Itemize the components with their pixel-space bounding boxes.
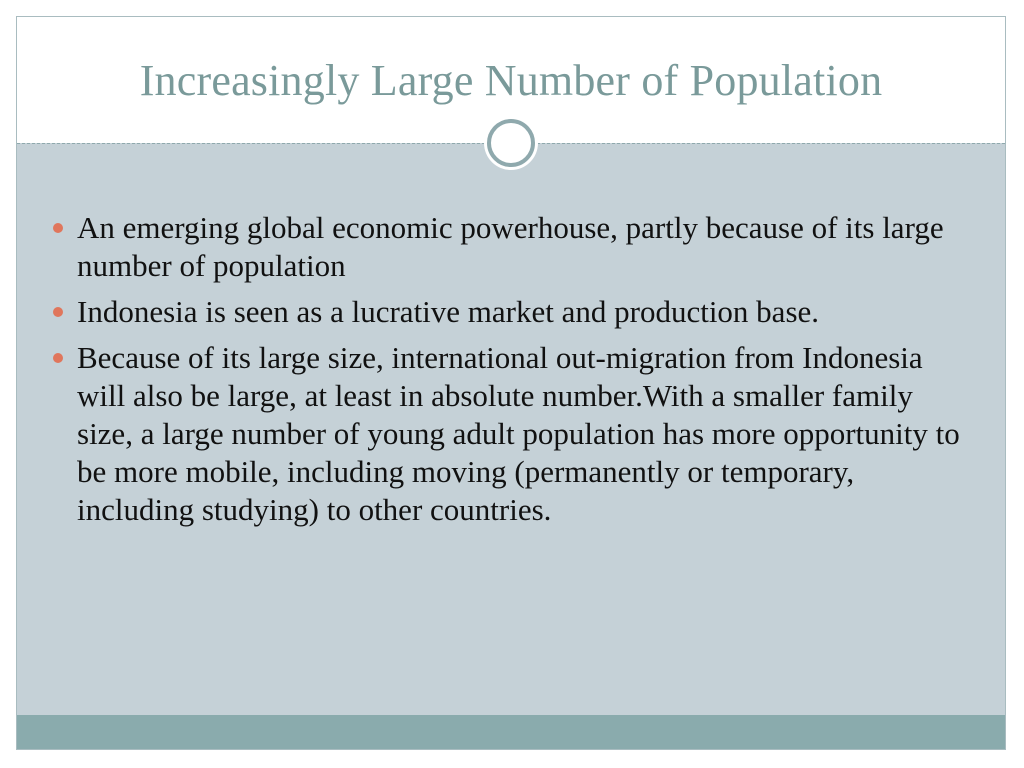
slide bbox=[16, 16, 1006, 750]
bullet-item bbox=[53, 209, 973, 285]
bullet-dot-icon bbox=[53, 353, 63, 363]
bullet-list bbox=[53, 209, 973, 537]
bullet-item bbox=[53, 293, 973, 331]
footer-band bbox=[17, 715, 1005, 749]
bullet-dot-icon bbox=[53, 223, 63, 233]
slide-title: Increasingly Large Number of Population bbox=[139, 56, 883, 105]
bullet-text: Indonesia is seen as a lucrative market and production base. bbox=[77, 294, 820, 329]
bullet-dot-icon bbox=[53, 307, 63, 317]
bullet-item bbox=[53, 339, 973, 529]
circle-ornament-icon bbox=[483, 115, 539, 171]
bullet-text: An emerging global economic powerhouse, partly because of its large number of population bbox=[77, 210, 944, 283]
bullet-text: Because of its large size, international out-migration from Indonesia will also be large, at least in absolute number.With a smaller family size, a large number of young adult population has more opportunity to be more mobile, including moving (permanently or temporary, including studying) to other countries. bbox=[77, 340, 960, 527]
